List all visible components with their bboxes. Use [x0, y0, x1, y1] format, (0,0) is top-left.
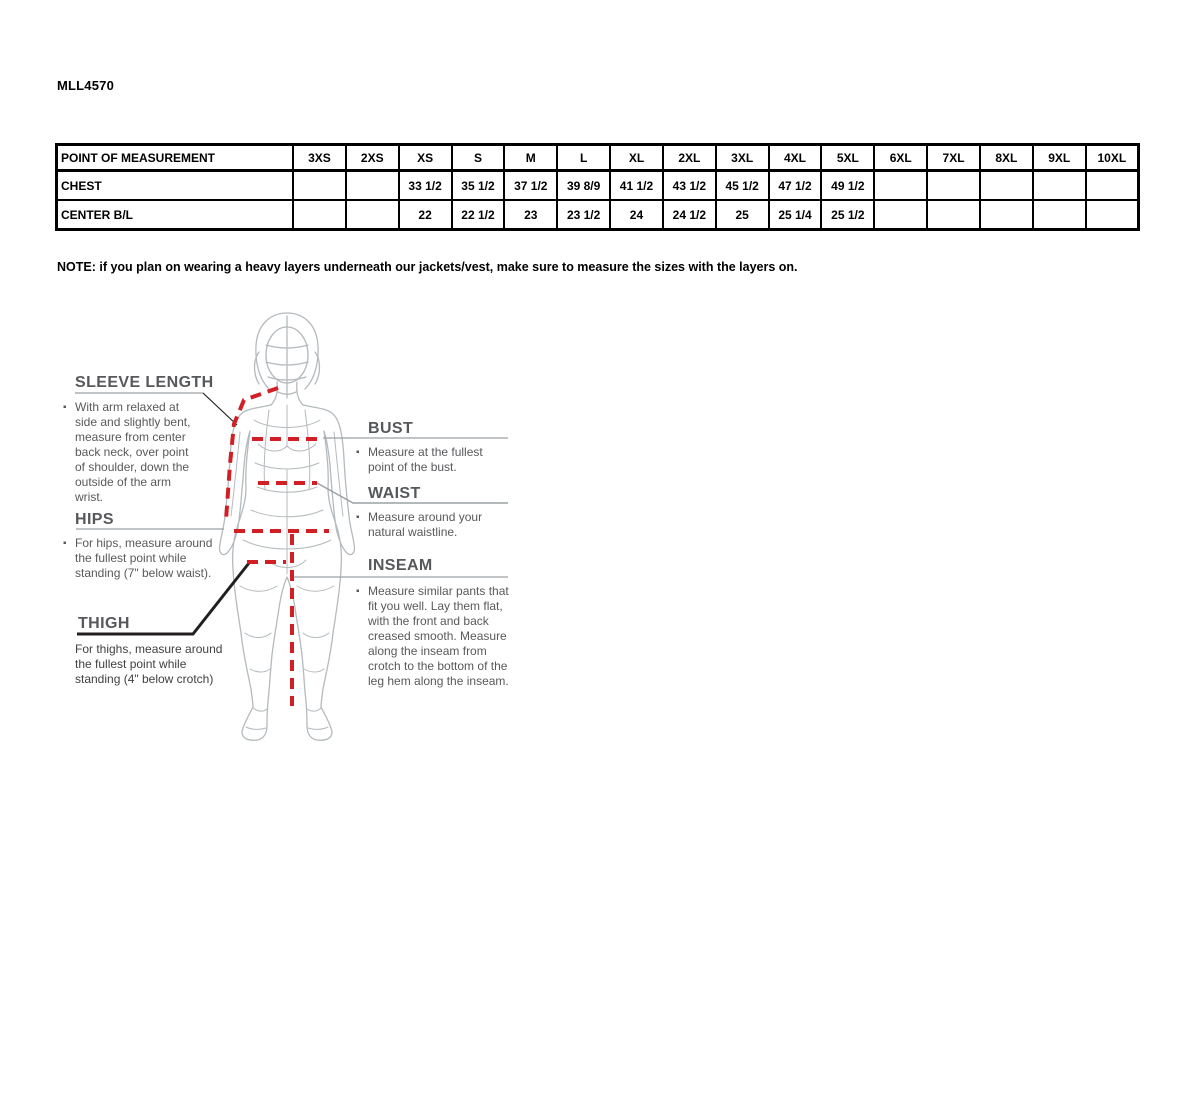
header-size-2xl: 2XL: [663, 145, 716, 171]
header-size-xs: XS: [399, 145, 452, 171]
size-value-cell: [927, 171, 980, 201]
size-value-cell: 23 1/2: [557, 200, 610, 230]
size-value-cell: 25 1/4: [769, 200, 822, 230]
size-value-cell: [980, 200, 1033, 230]
header-size-9xl: 9XL: [1033, 145, 1086, 171]
size-value-cell: 49 1/2: [821, 171, 874, 201]
size-value-cell: 43 1/2: [663, 171, 716, 201]
waist-description: ▪ Measure around your natural waistline.: [368, 510, 498, 540]
size-value-cell: [927, 200, 980, 230]
sleeve-length-description: ▪ With arm relaxed at side and slightly bent, measure from center back neck, over point of shoulder, down the outside of the arm wrist.: [75, 400, 197, 505]
measurement-lines: [226, 388, 329, 706]
size-value-cell: 35 1/2: [452, 171, 505, 201]
header-size-3xl: 3XL: [716, 145, 769, 171]
bust-description: ▪ Measure at the fullest point of the bust.: [368, 445, 494, 475]
sleeve-pointer-line: [203, 393, 237, 425]
hips-label: HIPS: [75, 511, 114, 528]
size-value-cell: 39 8/9: [557, 171, 610, 201]
size-value-cell: 23: [504, 200, 557, 230]
size-value-cell: [1086, 171, 1139, 201]
size-value-cell: 22 1/2: [452, 200, 505, 230]
style-number: MLL4570: [57, 78, 115, 93]
header-size-4xl: 4XL: [769, 145, 822, 171]
hips-description: ▪ For hips, measure around the fullest point while standing (7" below waist).: [75, 536, 213, 581]
size-value-cell: [1086, 200, 1139, 230]
size-value-cell: 24: [610, 200, 663, 230]
header-size-8xl: 8XL: [980, 145, 1033, 171]
size-value-cell: [980, 171, 1033, 201]
header-size-2xs: 2XS: [346, 145, 399, 171]
thigh-label: THIGH: [78, 615, 130, 632]
inseam-description: ▪ Measure similar pants that fit you well. Lay them flat, with the front and back creased smooth. Measure along the inseam from crotch to the bottom of the leg hem along the inseam.: [368, 584, 510, 689]
size-value-cell: [1033, 171, 1086, 201]
size-value-cell: 25 1/2: [821, 200, 874, 230]
sleeve-length-label: SLEEVE LENGTH: [75, 374, 214, 391]
size-value-cell: [874, 171, 927, 201]
header-size-m: M: [504, 145, 557, 171]
header-size-s: S: [452, 145, 505, 171]
size-value-cell: 41 1/2: [610, 171, 663, 201]
header-point-of-measurement: POINT OF MEASUREMENT: [57, 145, 294, 171]
size-value-cell: [1033, 200, 1086, 230]
note-text: NOTE: if you plan on wearing a heavy layers underneath our jackets/vest, make sure to measure the sizes with the layers on.: [57, 260, 798, 274]
header-size-10xl: 10XL: [1086, 145, 1139, 171]
header-size-3xs: 3XS: [293, 145, 346, 171]
header-size-6xl: 6XL: [874, 145, 927, 171]
sleeve-length-line: [226, 388, 278, 520]
size-value-cell: 37 1/2: [504, 171, 557, 201]
size-value-cell: 24 1/2: [663, 200, 716, 230]
size-value-cell: 25: [716, 200, 769, 230]
header-size-l: L: [557, 145, 610, 171]
inseam-label: INSEAM: [368, 557, 433, 574]
size-value-cell: 22: [399, 200, 452, 230]
header-size-xl: XL: [610, 145, 663, 171]
waist-label: WAIST: [368, 485, 421, 502]
row-label: CENTER B/L: [57, 200, 294, 230]
size-value-cell: 45 1/2: [716, 171, 769, 201]
row-label: CHEST: [57, 171, 294, 201]
size-value-cell: [874, 200, 927, 230]
size-value-cell: 33 1/2: [399, 171, 452, 201]
header-size-7xl: 7XL: [927, 145, 980, 171]
body-figure: [220, 313, 355, 740]
bust-label: BUST: [368, 420, 414, 437]
header-size-5xl: 5XL: [821, 145, 874, 171]
thigh-description: For thighs, measure around the fullest point while standing (4" below crotch): [75, 642, 223, 686]
size-value-cell: 47 1/2: [769, 171, 822, 201]
